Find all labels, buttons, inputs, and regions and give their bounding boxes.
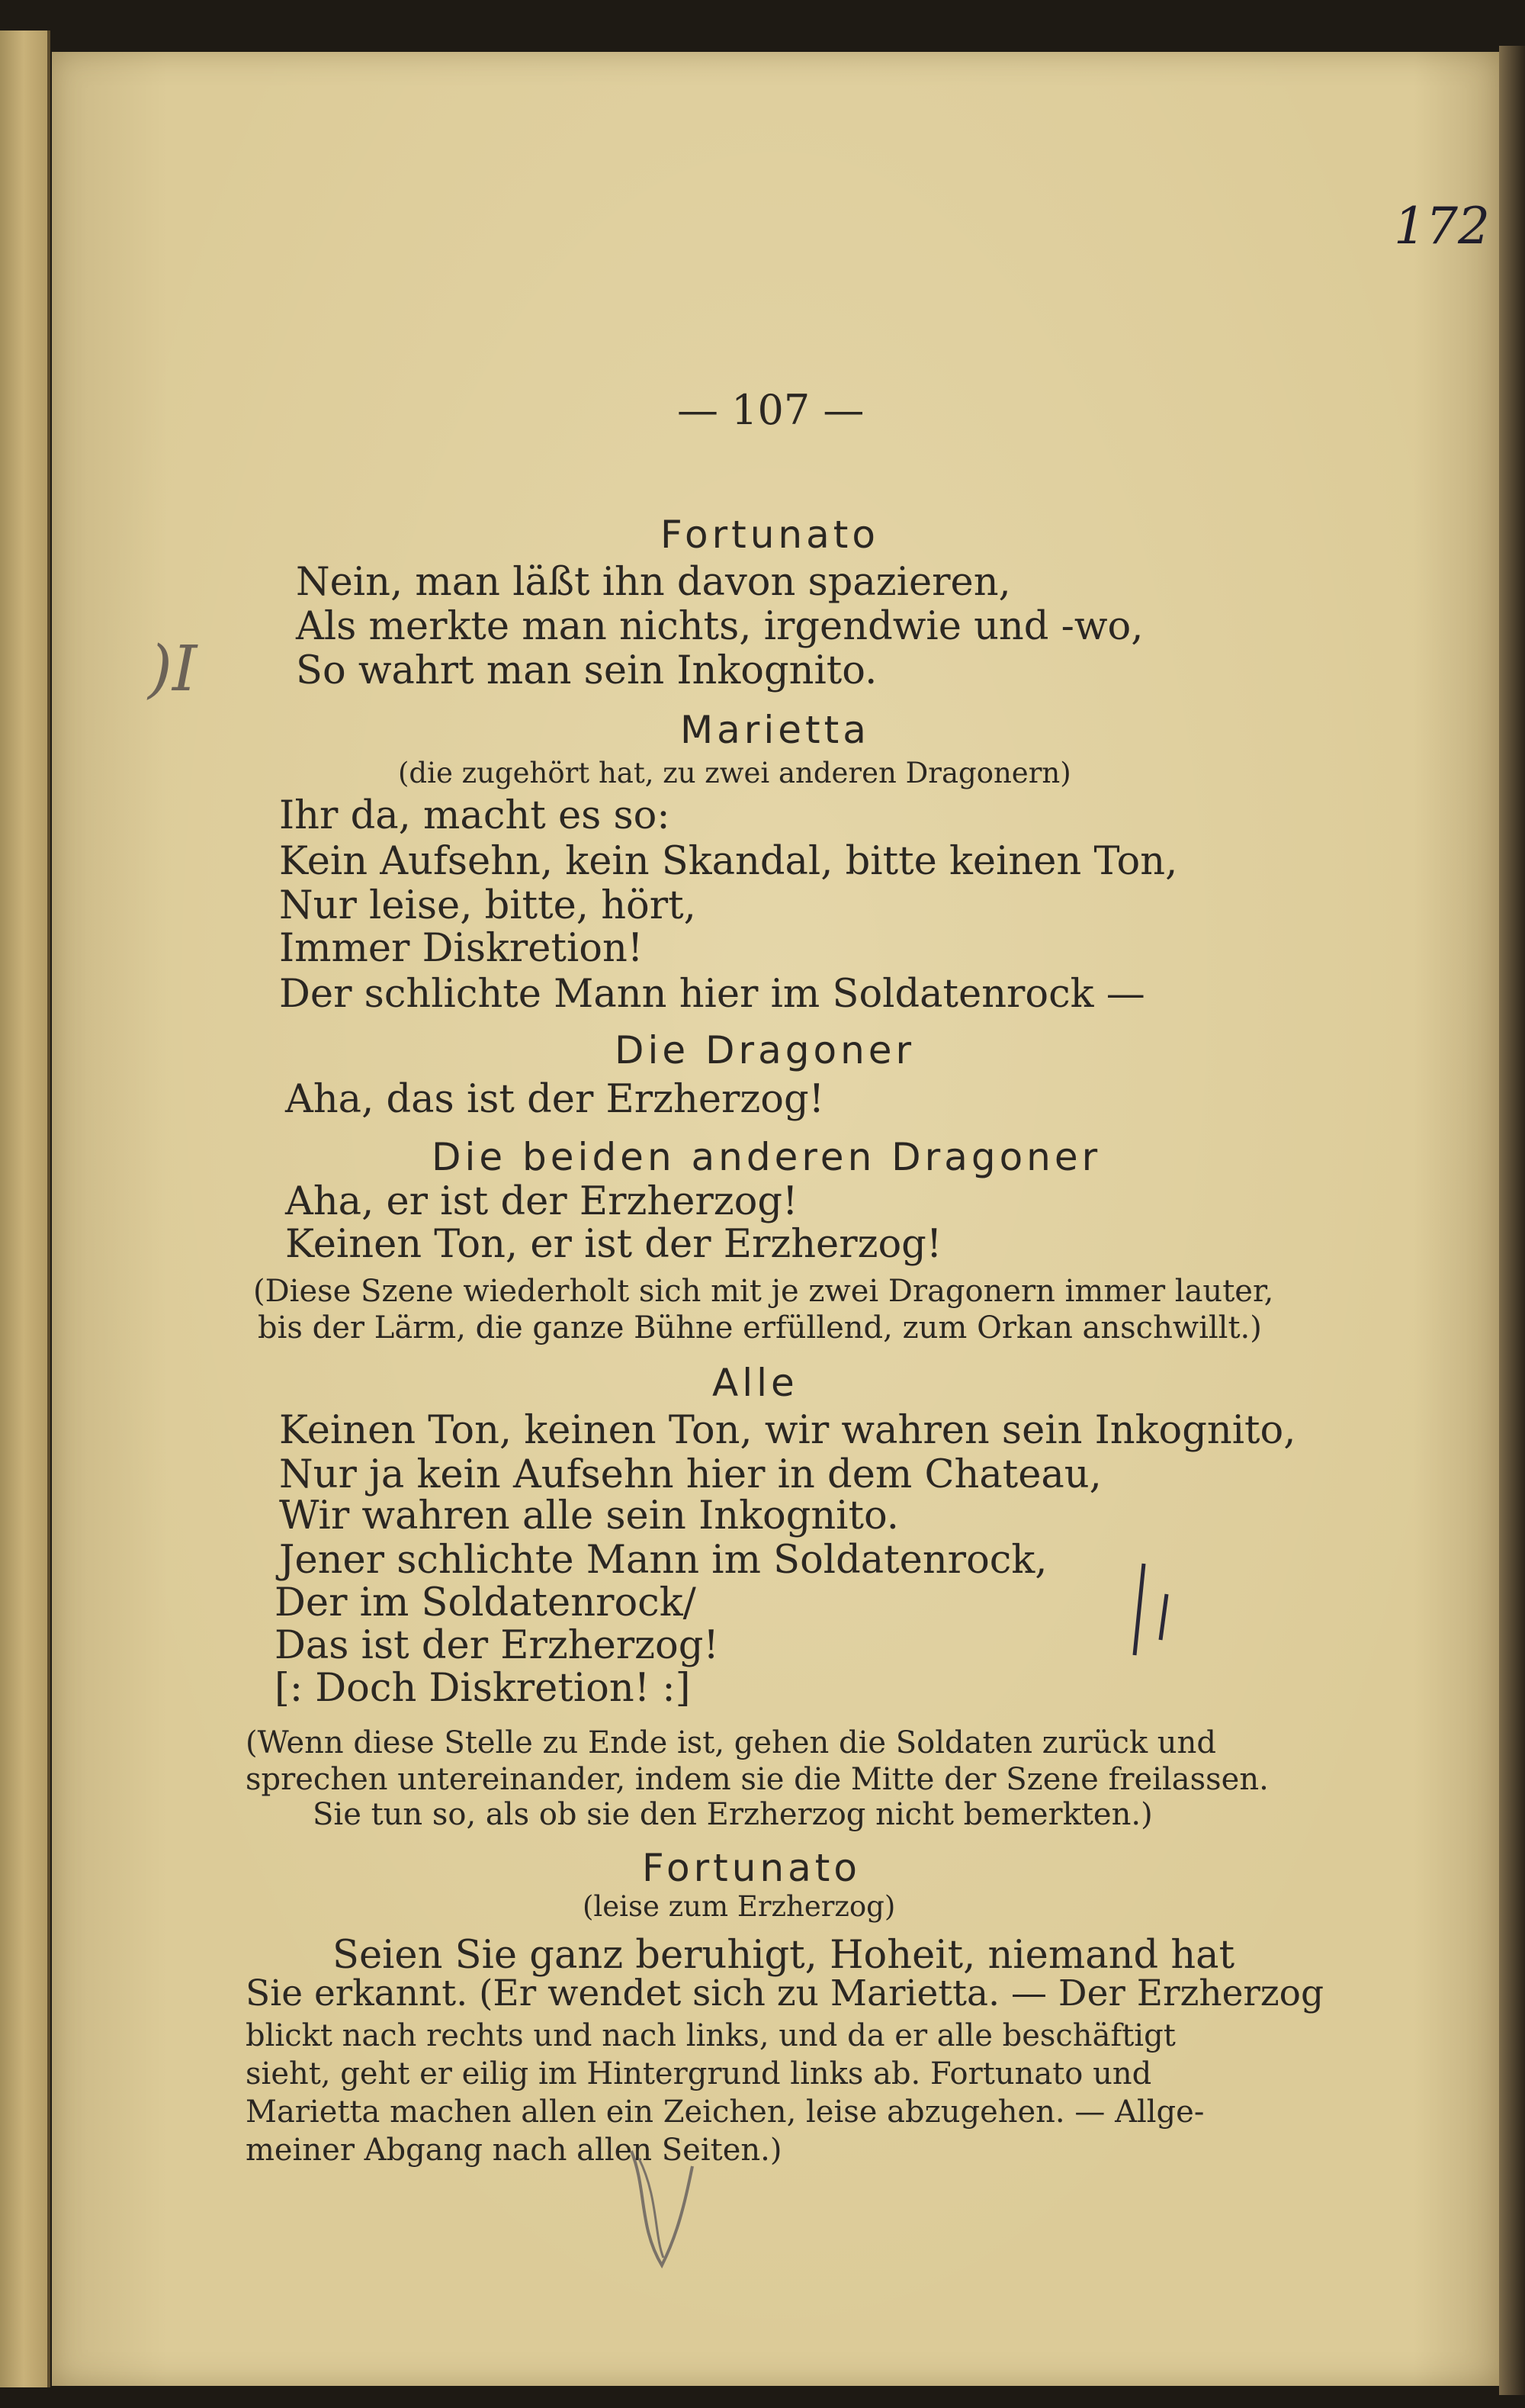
speaker-label: Marietta (680, 708, 870, 752)
verse-line: Keinen Ton, keinen Ton, wir wahren sein Inkognito, (279, 1408, 1296, 1453)
page-number: — 107 — (677, 386, 865, 434)
verse-line: Ihr da, macht es so: (279, 793, 670, 838)
verse-line: Der im Soldatenrock/ (274, 1580, 696, 1625)
stage-direction: (Wenn diese Stelle zu Ende ist, gehen die Soldaten zurück und (246, 1725, 1216, 1760)
verse-line: Wir wahren alle sein Inkognito. (279, 1493, 900, 1538)
stage-direction: Sie tun so, als ob sie den Erzherzog nicht bemerkten.) (313, 1797, 1153, 1832)
speaker-label: Fortunato (660, 513, 879, 557)
stage-direction: bis der Lärm, die ganze Bühne erfüllend, zum Orkan anschwillt.) (258, 1310, 1262, 1345)
verse-line: Das ist der Erzherzog! (274, 1623, 719, 1668)
stage-direction: (die zugehört hat, zu zwei anderen Dragonern) (398, 757, 1071, 789)
verse-line: Als merkte man nichts, irgendwie und -wo, (296, 604, 1144, 649)
stage-direction: Marietta machen allen ein Zeichen, leise abzugehen. — Allge- (246, 2095, 1205, 2130)
verse-line: Immer Diskretion! (279, 926, 644, 971)
verse-line: Sie erkannt. (Er wendet sich zu Marietta. — Der Erzherzog (246, 1972, 1324, 2014)
verse-line: Nur leise, bitte, hört, (279, 883, 696, 928)
stage-direction: (leise zum Erzherzog) (583, 1890, 896, 1923)
speaker-label: Die beiden anderen Dragoner (432, 1135, 1102, 1179)
pencil-scribble (616, 2143, 708, 2281)
stage-direction: blickt nach rechts und nach links, und da er alle beschäftigt (246, 2018, 1176, 2053)
stage-direction: (Diese Szene wiederholt sich mit je zwei Dragonern immer lauter, (253, 1274, 1274, 1309)
verse-line: So wahrt man sein Inkognito. (296, 648, 878, 693)
stage-direction: meiner Abgang nach allen Seiten.) (246, 2133, 782, 2168)
book-spine-edge (0, 31, 50, 2387)
verse-line: Jener schlichte Mann im Soldatenrock, (279, 1538, 1048, 1583)
verse-line: Nein, man läßt ihn davon spazieren, (296, 560, 1011, 605)
verse-line: Der schlichte Mann hier im Soldatenrock — (279, 972, 1145, 1017)
speaker-label: Alle (712, 1361, 798, 1405)
verse-line: Seien Sie ganz beruhigt, Hoheit, niemand hat (332, 1933, 1235, 1978)
pencil-slash-marks (1121, 1556, 1182, 1663)
verse-line: [: Doch Diskretion! :] (274, 1666, 691, 1711)
verse-line: Nur ja kein Aufsehn hier in dem Chateau, (279, 1452, 1102, 1497)
page-right-shadow (1499, 46, 1525, 2395)
handwritten-folio-number: 172 (1394, 197, 1490, 256)
speaker-label: Fortunato (642, 1846, 861, 1890)
verse-line: Kein Aufsehn, kein Skandal, bitte keinen Ton, (279, 839, 1178, 884)
stage-direction: sieht, geht er eilig im Hintergrund links ab. Fortunato und (246, 2056, 1152, 2091)
verse-line: Aha, das ist der Erzherzog! (285, 1077, 825, 1122)
stage-direction: sprechen untereinander, indem sie die Mitte der Szene freilassen. (246, 1762, 1269, 1797)
margin-pencil-mark: )I (148, 633, 197, 706)
verse-line: Aha, er ist der Erzherzog! (285, 1179, 798, 1224)
verse-line: Keinen Ton, er ist der Erzherzog! (285, 1222, 942, 1267)
speaker-label: Die Dragoner (615, 1028, 916, 1072)
